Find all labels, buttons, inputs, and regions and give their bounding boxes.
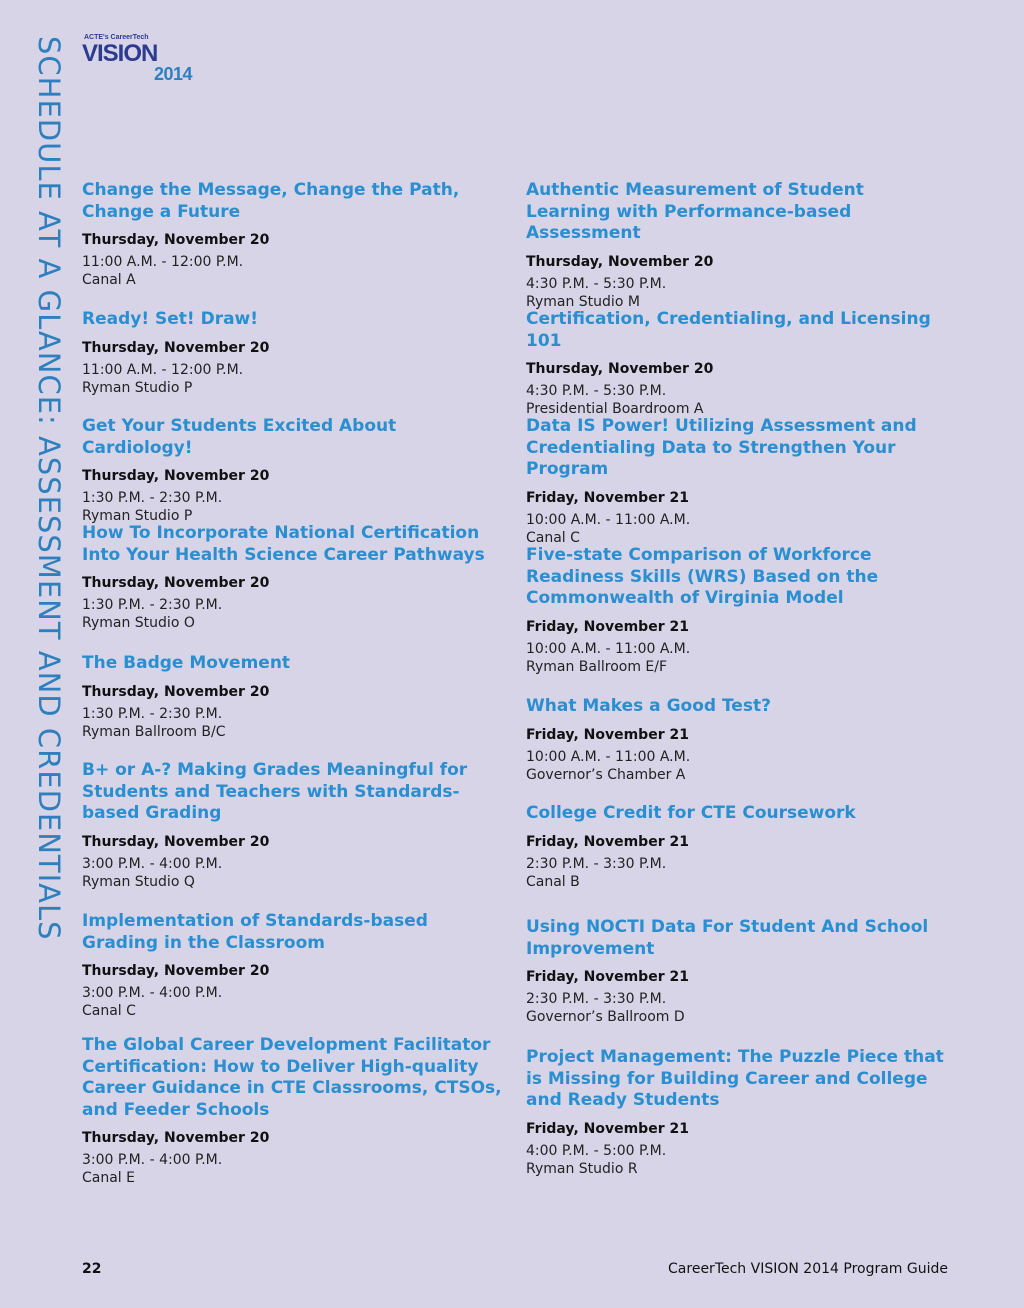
session-place: Canal C <box>82 1003 136 1019</box>
session-place: Ryman Studio M <box>526 293 640 310</box>
session-time: 4:30 P.M. - 5:30 P.M. <box>526 275 667 292</box>
session-title[interactable]: Five-state Comparison of Workforce Readiness Skills (WRS) Based on the Commonwealth of Virginia Model <box>526 545 879 608</box>
session-title[interactable]: The Global Career Development Facilitator Certification: How to Deliver High-quality Career Guidance in CTE Classrooms, CTSOs, and Feeder Schools <box>82 1035 502 1120</box>
session-title[interactable]: Using NOCTI Data For Student And School Improvement <box>526 917 929 959</box>
session <box>82 180 507 289</box>
logo-tagline: ACTE's CareerTech <box>84 34 149 41</box>
vision-2014-logo <box>82 34 206 86</box>
session-day: Friday, November 21 <box>526 833 689 850</box>
session-place: Canal E <box>82 1170 135 1186</box>
session-title[interactable]: Ready! Set! Draw! <box>82 309 259 329</box>
session <box>526 309 946 418</box>
session <box>526 1047 946 1178</box>
session <box>82 760 507 891</box>
session-title[interactable]: How To Incorporate National Certification Into Your Health Science Career Pathways <box>82 523 485 565</box>
session-place: Governor’s Chamber A <box>526 766 686 783</box>
session-place: Ryman Studio O <box>82 615 195 631</box>
session-time: 10:00 A.M. - 11:00 A.M. <box>526 511 691 528</box>
session-day: Friday, November 21 <box>526 489 689 506</box>
session-time: 4:00 P.M. - 5:00 P.M. <box>526 1142 667 1159</box>
session <box>82 1035 507 1187</box>
session <box>526 416 946 547</box>
session-title[interactable]: College Credit for CTE Coursework <box>526 803 856 823</box>
session-day: Friday, November 21 <box>526 969 689 985</box>
guide-title: CareerTech VISION 2014 Program Guide <box>668 1261 948 1277</box>
session-day: Thursday, November 20 <box>82 575 270 591</box>
session-place: Canal A <box>82 272 136 288</box>
session <box>82 653 507 741</box>
session <box>526 803 946 891</box>
session <box>82 309 507 397</box>
session-title[interactable]: Implementation of Standards-based Grading in the Classroom <box>82 911 428 953</box>
session <box>526 545 946 676</box>
session-time: 1:30 P.M. - 2:30 P.M. <box>82 597 223 613</box>
session-place: Canal B <box>526 873 580 890</box>
session-day: Friday, November 21 <box>526 726 689 743</box>
session-time: 11:00 A.M. - 12:00 P.M. <box>82 254 244 270</box>
session <box>82 911 507 1020</box>
session-day: Thursday, November 20 <box>82 833 270 850</box>
session-day: Friday, November 21 <box>526 618 689 635</box>
session-time: 2:30 P.M. - 3:30 P.M. <box>526 991 667 1007</box>
session-place: Ryman Studio P <box>82 508 193 524</box>
session-time: 3:00 P.M. - 4:00 P.M. <box>82 1152 223 1168</box>
session-place: Ryman Ballroom B/C <box>82 723 226 740</box>
session-day: Thursday, November 20 <box>526 253 714 270</box>
session-day: Thursday, November 20 <box>82 963 270 979</box>
session-place: Ryman Ballroom E/F <box>526 658 668 675</box>
session <box>526 917 946 1026</box>
session-time: 3:00 P.M. - 4:00 P.M. <box>82 855 223 872</box>
session-time: 10:00 A.M. - 11:00 A.M. <box>526 748 691 765</box>
session-time: 3:00 P.M. - 4:00 P.M. <box>82 985 223 1001</box>
session-day: Thursday, November 20 <box>526 361 714 377</box>
session-place: Governor’s Ballroom D <box>526 1009 685 1025</box>
session-day: Friday, November 21 <box>526 1120 689 1137</box>
session-title[interactable]: Change the Message, Change the Path, Change a Future <box>82 180 460 222</box>
session-title[interactable]: Certification, Credentialing, and Licensing 101 <box>526 309 931 351</box>
session-day: Thursday, November 20 <box>82 339 270 356</box>
session-day: Thursday, November 20 <box>82 683 270 700</box>
session-title[interactable]: Get Your Students Excited About Cardiology! <box>82 416 397 458</box>
side-title: SCHEDULE AT A GLANCE: ASSESSMENT AND CREDENTIALS <box>32 36 66 941</box>
session-place: Canal C <box>526 529 580 546</box>
logo-year: 2014 <box>154 64 193 84</box>
session-place: Ryman Studio Q <box>82 873 195 890</box>
session-day: Thursday, November 20 <box>82 468 270 484</box>
session-place: Ryman Studio P <box>82 379 193 396</box>
logo-word: VISION <box>82 40 158 67</box>
session-place: Presidential Boardroom A <box>526 401 704 417</box>
session-time: 2:30 P.M. - 3:30 P.M. <box>526 855 667 872</box>
page-number: 22 <box>82 1261 102 1277</box>
session-title[interactable]: Data IS Power! Utilizing Assessment and Credentialing Data to Strengthen Your Program <box>526 416 917 479</box>
session-day: Thursday, November 20 <box>82 232 270 248</box>
session <box>82 416 507 525</box>
session-time: 4:30 P.M. - 5:30 P.M. <box>526 383 667 399</box>
session-day: Thursday, November 20 <box>82 1130 270 1146</box>
session-title[interactable]: The Badge Movement <box>82 653 291 673</box>
session-title[interactable]: B+ or A-? Making Grades Meaningful for Students and Teachers with Standards-based Grading <box>82 760 468 823</box>
session-title[interactable]: Project Management: The Puzzle Piece that is Missing for Building Career and College and Ready Students <box>526 1047 944 1110</box>
session <box>82 523 507 632</box>
session-time: 11:00 A.M. - 12:00 P.M. <box>82 361 244 378</box>
session <box>526 180 946 311</box>
session-title[interactable]: Authentic Measurement of Student Learning with Performance-based Assessment <box>526 180 864 243</box>
session-time: 1:30 P.M. - 2:30 P.M. <box>82 705 223 722</box>
session <box>526 696 946 784</box>
session-place: Ryman Studio R <box>526 1160 638 1177</box>
session-title[interactable]: What Makes a Good Test? <box>526 696 771 716</box>
session-time: 10:00 A.M. - 11:00 A.M. <box>526 640 691 657</box>
session-time: 1:30 P.M. - 2:30 P.M. <box>82 490 223 506</box>
